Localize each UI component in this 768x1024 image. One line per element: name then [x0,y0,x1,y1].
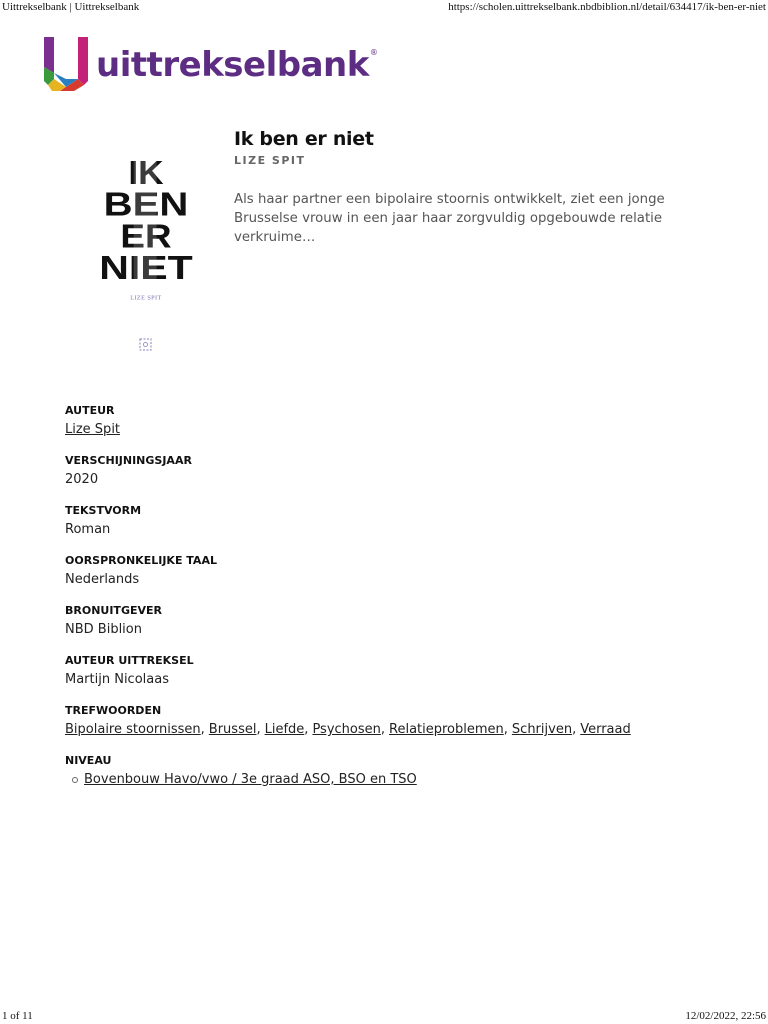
publisher-mark-icon [139,338,152,351]
keyword-list [65,721,725,739]
detail-label: BRONUITGEVER [65,604,162,617]
keyword-link[interactable]: Psychosen [312,722,381,737]
circle-bullet-icon [72,777,78,783]
print-page-title: Uittrekselbank | Uittrekselbank [2,1,140,13]
keyword-separator: , [380,722,386,737]
list-item [72,771,725,789]
keyword-separator: , [200,722,205,737]
detail-label: VERSCHIJNINGSJAAR [65,454,192,467]
print-footer [0,1008,768,1024]
keyword-link[interactable]: Bipolaire stoornissen [65,722,201,737]
uittrekselbank-logo[interactable] [44,36,378,92]
keyword-separator: , [304,722,309,737]
cover-line-3: ER [120,218,172,256]
keyword-link[interactable]: Verraad [580,722,631,737]
keyword-separator: , [256,722,261,737]
detail-value: Roman [65,522,111,537]
detail-value: NBD Biblion [65,622,142,637]
level-link[interactable]: Bovenbouw Havo/vwo / 3e graad ASO, BSO en TSO [84,772,417,787]
detail-auteur [65,403,725,453]
book-summary: Als haar partner een bipolaire stoornis ontwikkelt, ziet een jonge Brusselse vrouw in een jaar haar zorgvuldig opgebouwde relatie verkruime… [234,192,665,245]
detail-oorspronkelijke-taal [65,553,725,603]
detail-auteur-uittreksel [65,653,725,703]
author-link[interactable]: Lize Spit [65,422,121,437]
book-author: LIZE SPIT [234,154,306,167]
level-list [72,771,725,789]
detail-value: Martijn Nicolaas [65,672,169,687]
detail-label: AUTEUR UITTREKSEL [65,654,194,667]
detail-verschijningsjaar [65,453,725,503]
detail-niveau [65,753,725,803]
book-title: Ik ben er niet [234,128,374,150]
keyword-link[interactable]: Liefde [264,722,305,737]
detail-tekstvorm [65,503,725,553]
detail-label: TEKSTVORM [65,504,142,517]
cover-line-1: IK [128,154,164,192]
keyword-link[interactable]: Relatieproblemen [389,722,504,737]
detail-label: TREFWOORDEN [65,704,162,717]
keyword-link[interactable]: Brussel [208,722,257,737]
detail-label: OORSPRONKELIJKE TAAL [65,554,217,567]
registered-mark: ® [369,47,378,57]
uittrekselbank-logo-mark-icon [44,37,88,91]
cover-line-4: NIET [99,250,194,288]
cover-author: LIZE SPIT [130,295,162,302]
keyword-separator: , [572,722,577,737]
print-page-number: 1 of 11 [2,1010,33,1022]
keyword-separator: , [503,722,508,737]
detail-value: Nederlands [65,572,140,587]
detail-value: 2020 [65,472,99,487]
detail-trefwoorden [65,703,725,753]
print-page-url: https://scholen.uittrekselbank.nbdbiblion.nl/detail/634417/ik-ben-er-niet [448,1,766,13]
book-details [65,403,725,803]
keyword-link[interactable]: Schrijven [511,722,573,737]
print-header [0,0,768,16]
logo-wordmark: uittrekselbank [96,45,369,85]
print-datetime: 12/02/2022, 22:56 [685,1010,766,1022]
book-cover-image [90,152,202,302]
detail-bronuitgever [65,603,725,653]
detail-label: AUTEUR [65,404,115,417]
detail-label: NIVEAU [65,754,112,767]
cover-line-2: BEN [103,186,189,224]
